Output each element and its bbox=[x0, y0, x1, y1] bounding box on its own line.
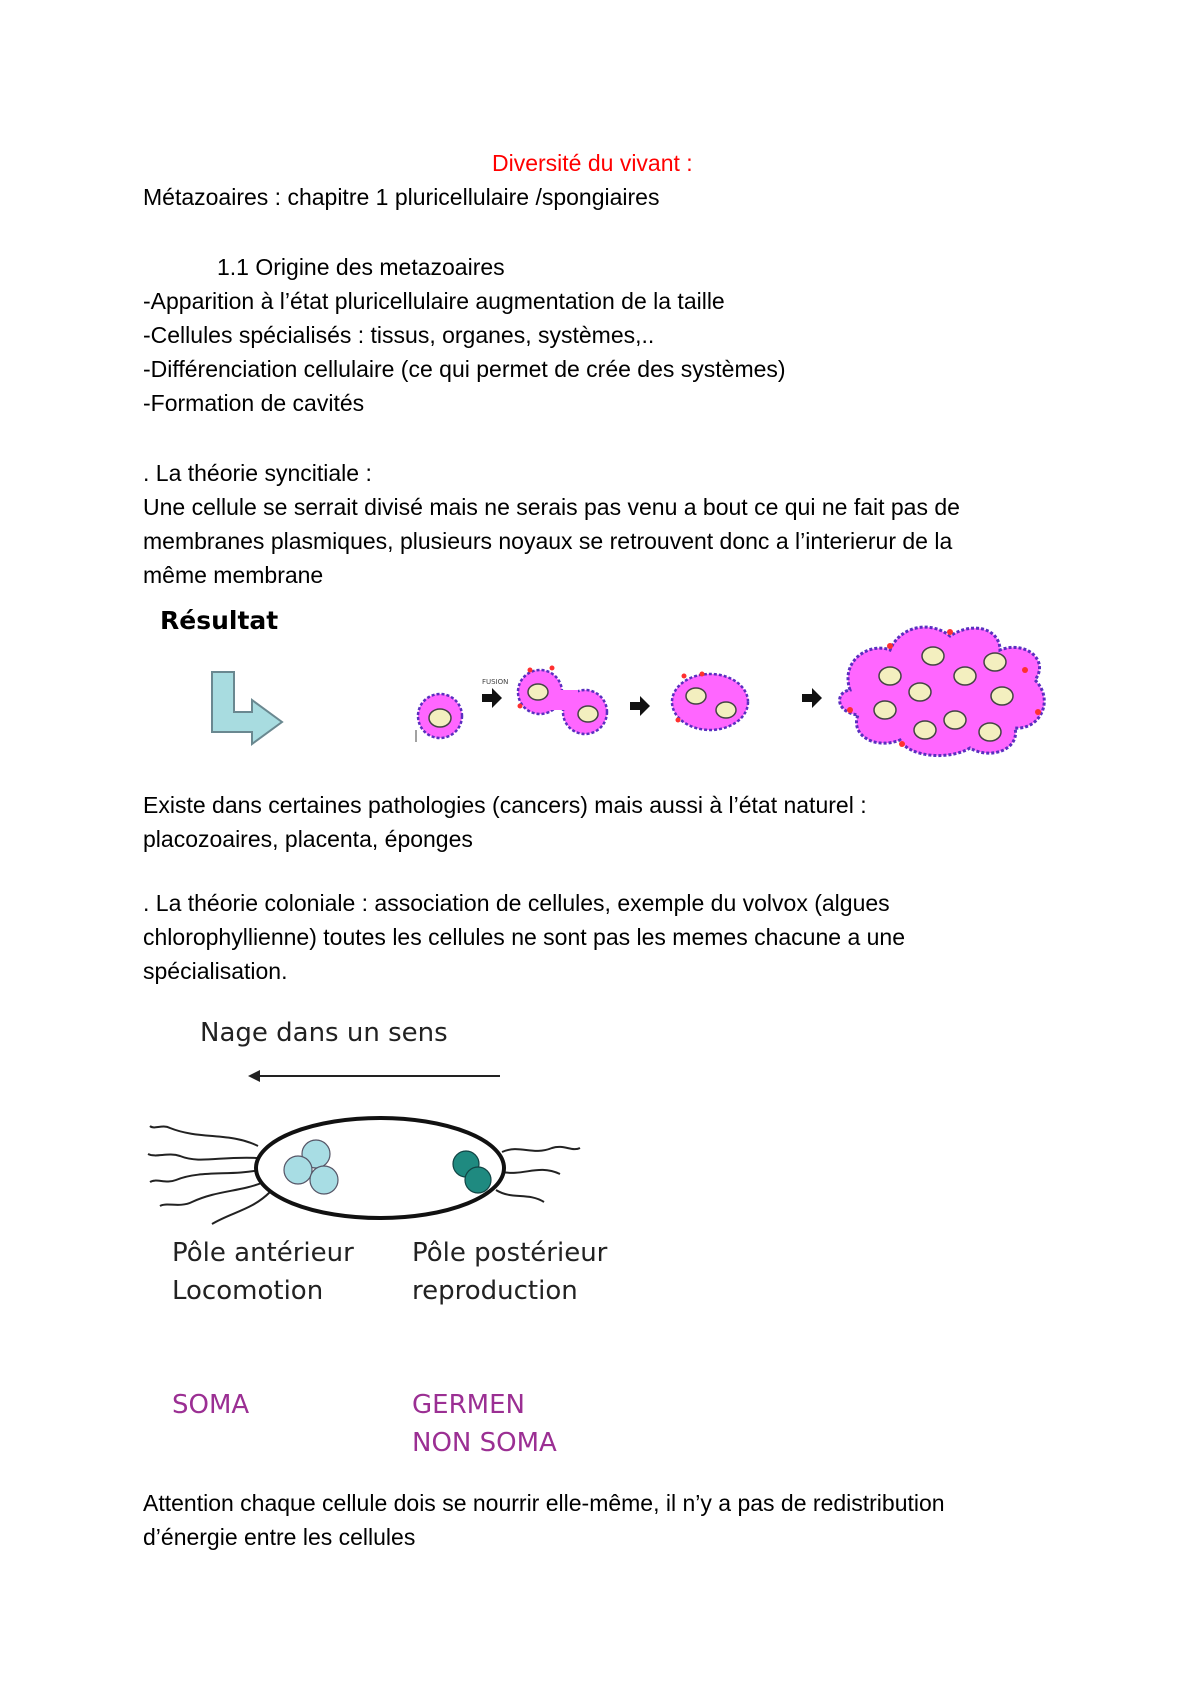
locomotion-label: Locomotion bbox=[172, 1276, 324, 1306]
colonial-line-1: . La théorie coloniale : association de cellules, exemple du volvox (algues bbox=[143, 890, 890, 916]
swim-label: Nage dans un sens bbox=[200, 1018, 448, 1048]
arrow-icon-3 bbox=[802, 688, 822, 708]
flagella-left bbox=[148, 1126, 270, 1224]
syncitial-heading: . La théorie syncitiale : bbox=[143, 460, 372, 486]
fusion-arrow-icon bbox=[482, 688, 502, 708]
reproduction-label: reproduction bbox=[412, 1276, 578, 1306]
syncitium-figure bbox=[190, 620, 1050, 760]
anterior-pole-label: Pôle antérieur bbox=[172, 1238, 354, 1268]
section-heading: 1.1 Origine des metazoaires bbox=[217, 254, 505, 280]
syncitium-cell bbox=[840, 627, 1045, 755]
arrow-icon-2 bbox=[630, 696, 650, 716]
bullet-2: -Cellules spécialisés : tissus, organes, systèmes,.. bbox=[143, 322, 655, 348]
germen-label: GERMEN bbox=[412, 1390, 525, 1420]
figure-label-resultat: Résultat bbox=[160, 606, 279, 635]
chapter-subtitle: Métazoaires : chapitre 1 pluricellulaire /spongiaires bbox=[143, 184, 660, 210]
fusing-cells bbox=[518, 666, 608, 735]
non-soma-label: NON SOMA bbox=[412, 1428, 557, 1458]
fusion-label: FUSION bbox=[482, 678, 509, 686]
conclusion-line-2: d’énergie entre les cellules bbox=[143, 1524, 416, 1550]
bullet-3: -Différenciation cellulaire (ce qui permet de crée des systèmes) bbox=[143, 356, 786, 382]
arrowhead-left-icon bbox=[248, 1070, 260, 1082]
colonial-line-2: chlorophyllienne) toutes les cellules ne sont pas les memes chacune a une bbox=[143, 924, 905, 950]
conclusion-line-1: Attention chaque cellule dois se nourrir elle-même, il n’y a pas de redistribution bbox=[143, 1490, 945, 1516]
binucleate-cell bbox=[672, 672, 748, 731]
bent-arrow-icon bbox=[212, 672, 282, 744]
colonial-line-3: spécialisation. bbox=[143, 958, 288, 984]
single-cell bbox=[416, 694, 462, 742]
syncitial-after-2: placozoaires, placenta, éponges bbox=[143, 826, 473, 852]
bullet-4: -Formation de cavités bbox=[143, 390, 365, 416]
syncitial-line-1: Une cellule se serrait divisé mais ne serais pas venu a bout ce qui ne fait pas de bbox=[143, 494, 960, 520]
bullet-1: -Apparition à l’état pluricellulaire augmentation de la taille bbox=[143, 288, 725, 314]
flagella-right bbox=[496, 1147, 580, 1202]
syncitial-after-1: Existe dans certaines pathologies (cancers) mais aussi à l’état naturel : bbox=[143, 792, 867, 818]
syncitial-line-3: même membrane bbox=[143, 562, 324, 588]
syncitial-line-2: membranes plasmiques, plusieurs noyaux se retrouvent donc a l’interierur de la bbox=[143, 528, 953, 554]
page-title: Diversité du vivant : bbox=[492, 150, 693, 176]
soma-label: SOMA bbox=[172, 1390, 250, 1420]
posterior-pole-label: Pôle postérieur bbox=[412, 1238, 608, 1268]
volvox-figure bbox=[140, 1060, 590, 1230]
